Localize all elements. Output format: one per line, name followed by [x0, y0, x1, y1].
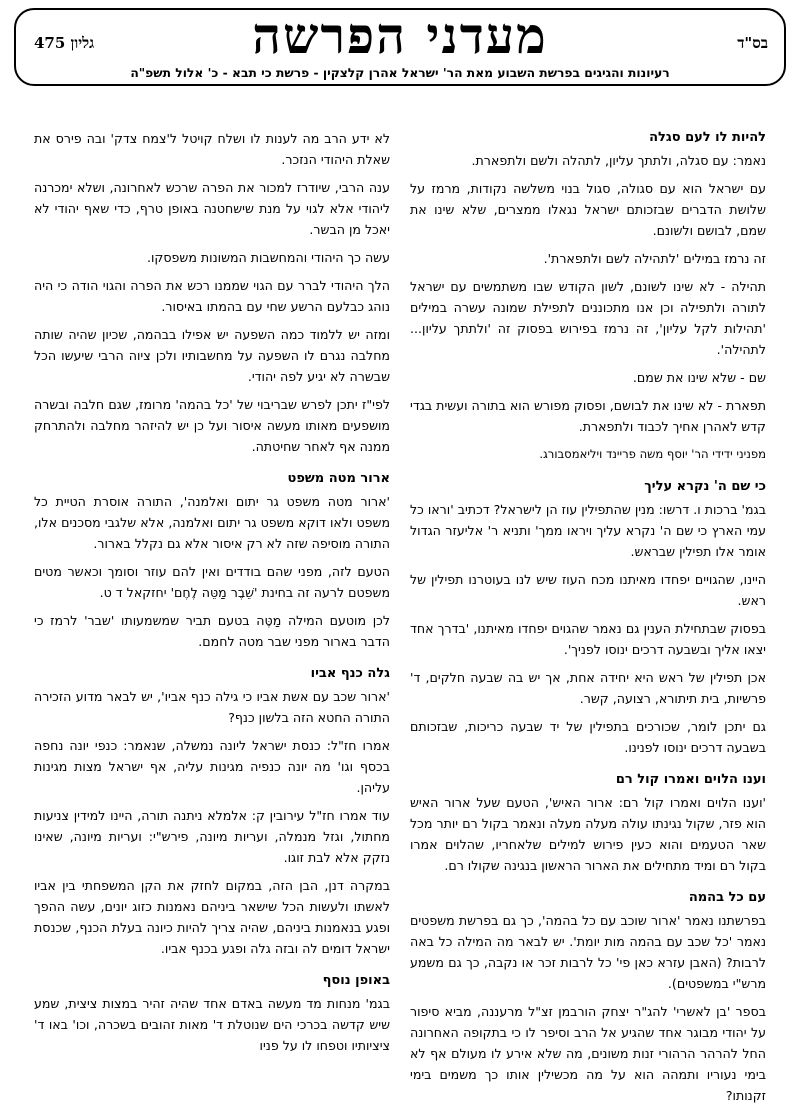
newsletter-title: מעדני הפרשה	[252, 6, 548, 65]
section-heading: וענו הלוים ואמרו קול רם	[615, 772, 766, 787]
article-paragraph: תהילה - לא שינו לשונם, לשון הקודש שבו משתמשים עם ישראל לתורה ולתפילה וכן אנו מתכוננים לתפילת שמונה עשרה במילים 'תהילות לקל עליון', זה נרמז בפירוש בפסוק זה 'ולתתך עליון... לתהילה'.	[410, 279, 766, 357]
article-paragraph: עוד אמרו חז"ל עירובין ק: אלמלא ניתנה תורה, היינו למידין צניעות מחתול, וגזל מנמלה, ועריות מיונה, פירש"י: ועריות מיונה, שאינו נזקק אלא לבת זוגו.	[34, 808, 390, 865]
article-paragraph: שם - שלא שינו את שמם.	[632, 370, 766, 385]
article-paragraph: אכן תפילין של ראש היא יחידה אחת, אך יש בה שבעה חלקים, ד' פרשיות, בית תיתורא, רצועה, קשר.	[410, 670, 766, 706]
section-heading: עם כל בהמה	[688, 890, 766, 905]
article-paragraph: 'ארור שכב עם אשת אביו כי גילה כנף אביו', יש לבאר מדוע הזכירה התורה החטא הזה בלשון כנף?	[34, 689, 390, 725]
article-paragraph: גם יתכן לומר, שכורכים בתפילין של יד שבעה כריכות, שבזכותם בשבעה דרכים ינוסו לפנינו.	[410, 719, 766, 755]
article-paragraph: מפניני ידידי הר' יוסף משה פריינד ויליאמסבורג.	[539, 447, 766, 461]
article-paragraph: בפסוק שבתחילת הענין גם נאמר שהגוים יפחדו מאיתנו, 'בדרך אחד יצאו אליך ובשבעה דרכים ינוסו לפניך'.	[410, 621, 766, 657]
section-heading: ארור מטה משפט	[287, 471, 390, 486]
left-column	[34, 128, 390, 1090]
newsletter-subtitle: רעיונות והגיגים בפרשת השבוע מאת הר' ישראל אהרן קלצקין - פרשת כי תבא - כ' אלול תשפ"ה	[130, 66, 670, 80]
article-paragraph: 'וענו הלוים ואמרו קול רם: ארור האיש', הטעם שעל ארור האיש הוא פזר, שקול נגינתו עולה מעלה מעלה ונאמר בקול רם יותר מכל שאר הטעמים והוא כעין פירוש למילים שלאחריו, שהלוים אמרו בקול רם ומיד מתחילים את הארור הראשון בנגינה שקולו רם.	[410, 795, 766, 873]
article-paragraph: נאמר: עם סגלה, ולתתך עליון, לתהלה ולשם ולתפארת.	[471, 153, 766, 168]
article-paragraph: בגמ' מנחות מד מעשה באדם אחד שהיה זהיר במצות ציצית, שמע שיש קדשה בכרכי הים שנוטלת ד' מאות זהובים בשכרה, וכו' באו ד' ציציותיו וטפחו לו על פניו	[34, 996, 390, 1053]
right-column	[410, 128, 766, 1103]
article-paragraph: אמרו חז"ל: כנסת ישראל ליונה נמשלה, שנאמר: כנפי יונה נחפה בכסף וגו' מה יונה כנפיה מגינות עליה, אף ישראל מצות מגינות עליהן.	[34, 738, 390, 795]
article-paragraph: ומזה יש ללמוד כמה השפעה יש אפילו בבהמה, שכיון שהיה שותה מחלבה נגרם לו השפעה על מחשבותיו ולכן ציוה הרבי שיעשו הכל שבשרה לא יגיע לפה יהודי.	[34, 327, 390, 384]
article-paragraph: תפארת - לא שינו את לבושם, ופסוק מפורש הוא בתורה ועשית בגדי קדש לאהרן אחיך לכבוד ולתפארת.	[410, 398, 766, 434]
section-heading: גלה כנף אביו	[310, 666, 390, 681]
article-paragraph: במקרה דנן, הבן הזה, במקום לחזק את הקן המשפחתי בין אביו לאשתו ולעשות הכל שישאר ביניהם נאמנות כזוג יונים, עשה ההפך ופגע בנאמנות ביניהם, שהיה צריך להיות כיונה בעלת הכנף, שכנסת ישראל דומים לה ובזה גלה ופגע בכנף אביו.	[34, 878, 390, 956]
section-heading: להיות לו לעם סגלה	[649, 130, 766, 145]
article-paragraph: 'ארור מטה משפט גר יתום ואלמנה', התורה אוסרת הטיית כל משפט ולאו דוקא משפט גר יתום ואלמנה, אלא שלגבי מסכנים אלו, התורה מוסיפה שזה לא רק איסור אלא גם נקלל בארור.	[34, 494, 390, 551]
article-paragraph: הלך היהודי לברר עם הגוי שממנו רכש את הפרה והגוי הודה כי היה נוהג כבלעם הרשע שחי עם בהמתו באיסור.	[34, 278, 390, 314]
article-paragraph: בספר 'בן לאשרי' להג"ר יצחק הורבמן זצ"ל מרעננה, מביא סיפור על יהודי מבוגר אחד שהגיע אל הרב וסיפר לו כי בתקופה האחרונה החל להרהר הרהורי זנות משונים, מה שלא אירע לו מעולם אף לא בימי נעוריו ותמהה הוא על מה מכשילין אותו כך משמים בימי זקנותו?	[410, 1004, 766, 1103]
article-paragraph: בגמ' ברכות ו. דרשו: מנין שהתפילין עוז הן לישראל? דכתיב 'וראו כל עמי הארץ כי שם ה' נקרא עליך ויראו ממך' ותניא ר' אליעזר הגדול אומר אלו תפילין שבראש.	[410, 502, 766, 559]
article-paragraph: עם ישראל הוא עם סגולה, סגול בנוי משלשה נקודות, מרמז על שלושת הדברים שבזכותם ישראל נגאלו ממצרים, שלא שינו את שמם, לבושם ולשונם.	[410, 181, 766, 238]
section-heading: כי שם ה' נקרא עליך	[644, 479, 766, 494]
article-paragraph: היינו, שהגויים יפחדו מאיתנו מכח העוז שיש לנו בעוטרנו תפילין של ראש.	[410, 572, 766, 608]
article-paragraph: לכן מוטעם המילה מַטֶּה בטעם תביר שמשמעותו 'שבר' לרמז כי הדבר בארור מפני שבר מטה לחמם.	[34, 613, 390, 649]
masthead	[14, 8, 786, 86]
article-paragraph: זה נרמז במילים 'לתהילה לשם ולתפארת'.	[543, 251, 766, 266]
article-paragraph: עשה כך היהודי והמחשבות המשונות משפסקו.	[147, 250, 390, 265]
bsd-mark: בס"ד	[737, 34, 768, 52]
article-paragraph: לא ידע הרב מה לענות לו ושלח קויטל ל'צמח צדק' ובה פירס את שאלת היהודי הנזכר.	[34, 131, 390, 167]
article-paragraph: הטעם לזה, מפני שהם בודדים ואין להם עוזר וסומך וכאשר מטים משפטם לרעה זה בחינת 'שֵׁבֶר מַטֵּה לֶחֶם' יחזקאל ד ט.	[34, 564, 390, 600]
article-paragraph: ענה הרבי, שיודרז למכור את הפרה שרכש לאחרונה, ושלא ימכרנה ליהודי אלא לגוי על מנת שישחטנה באופן טרף, כדי שאף יהודי לא יאכל מן הבשר.	[34, 180, 390, 237]
issue-number: גליון 475	[34, 34, 95, 52]
section-heading: באופן נוסף	[322, 973, 390, 988]
article-paragraph: בפרשתנו נאמר 'ארור שוכב עם כל בהמה', כך גם בפרשת משפטים נאמר 'כל שכב עם בהמה מות יומת'. יש לבאר מה המילה כל באה לרבות? (האבן עזרא כאן פי' כל לרבות זכר או נקבה, כך גם משמע מרש"י במשפטים).	[410, 913, 766, 991]
article-paragraph: לפי"ז יתכן לפרש שבריבוי של 'כל בהמה' מרומז, שגם חלבה ובשרה מושפעים מאותו מעשה איסור ועל כן יש להיזהר מחלבה ולהתרחק ממנה אף לאחר שחיטתה.	[34, 397, 390, 454]
